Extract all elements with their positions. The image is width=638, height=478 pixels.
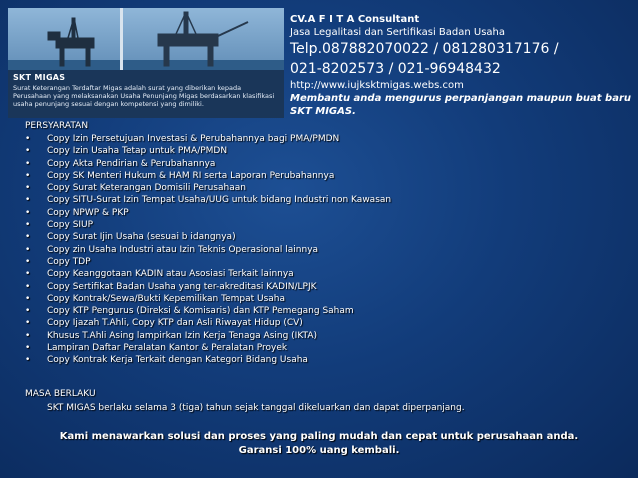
requirement-item [25,256,585,268]
requirements-title: PERSYARATAN [25,121,89,131]
requirement-item [25,145,585,157]
requirement-item [25,293,585,305]
requirement-text: Copy KTP Pengurus (Direksi & Komisaris) dan KTP Pemegang Saham [47,306,354,317]
offer-line-1: Kami menawarkan solusi dan proses yang paling mudah dan cepat untuk perusahaan anda. [59,431,579,442]
validity-title: MASA BERLAKU [25,389,96,399]
contact-header [290,14,635,118]
offer-section [0,430,638,458]
bullet-icon: • [25,232,31,243]
requirement-item [25,268,585,280]
requirement-item [25,207,585,219]
requirements-section [25,121,585,367]
requirement-text: Copy Ijazah T.Ahli, Copy KTP dan Asli Riwayat Hidup (CV) [47,318,303,329]
bullet-icon: • [25,195,31,206]
bullet-icon: • [25,244,31,255]
bullet-icon: • [25,146,31,157]
requirement-text: Khusus T.Ahli Asing lampirkan Izin Kerja Tenaga Asing (IKTA) [47,330,318,341]
requirement-text: Copy Izin Usaha Tetap untuk PMA/PMDN [47,146,228,157]
requirement-text: Copy Surat Keterangan Domisili Perusahaan [47,183,246,194]
validity-section [25,389,615,413]
requirement-text: Copy Surat Ijin Usaha (sesuai b idangnya) [47,232,236,243]
requirement-text: Copy Kontrak Kerja Terkait dengan Kategori Bidang Usaha [47,355,308,366]
requirement-item [25,158,585,170]
requirement-item [25,133,585,145]
company-name: CV.A F I T A Consultant [290,14,420,25]
phone-line-1: Telp.087882070022 / 081280317176 / [290,41,559,57]
banner-title: SKT MIGAS [13,73,66,82]
company-tagline: Jasa Legalitasi dan Sertifikasi Badan Usaha [290,27,506,38]
requirement-item [25,194,585,206]
bullet-icon: • [25,158,31,169]
requirement-item [25,305,585,317]
requirement-text: Copy Sertifikat Badan Usaha yang ter-akreditasi KADIN/LPJK [47,281,317,292]
requirements-list [25,133,585,367]
bullet-icon: • [25,318,31,329]
bullet-icon: • [25,355,31,366]
bullet-icon: • [25,293,31,304]
slogan: Membantu anda mengurus perpanjangan maupun buat baru SKT MIGAS. [290,93,632,117]
bullet-icon: • [25,134,31,144]
requirement-text: Copy Kontrak/Sewa/Bukti Kepemilikan Tempat Usaha [47,293,286,304]
requirement-item [25,231,585,243]
validity-text: SKT MIGAS berlaku selama 3 (tiga) tahun sejak tanggal dikeluarkan dan dapat diperpanjang. [47,403,465,413]
requirement-text: Lampiran Daftar Peralatan Kantor & Peralatan Proyek [47,343,288,354]
website-link[interactable]: http://www.iujksktmigas.webs.com [290,80,464,91]
bullet-icon: • [25,281,31,292]
requirement-text: Copy SIUP [47,220,94,231]
banner-caption [8,70,284,118]
requirement-text: Copy zin Usaha Industri atau Izin Teknis Operasional lainnya [47,244,319,255]
requirement-text: Copy SK Menteri Hukum & HAM RI serta Laporan Perubahannya [47,170,335,181]
bullet-icon: • [25,207,31,218]
offer-line-2: Garansi 100% uang kembali. [238,445,400,456]
requirement-text: Copy Keanggotaan KADIN atau Asosiasi Terkait lainnya [47,269,294,280]
requirement-text: Copy Izin Persetujuan Investasi & Perubahannya bagi PMA/PMDN [47,134,340,144]
requirement-text: Copy NPWP & PKP [47,207,129,218]
requirement-item [25,342,585,354]
phone-line-2: 021-8202573 / 021-96948432 [290,61,501,77]
bullet-icon: • [25,343,31,354]
requirement-item [25,170,585,182]
requirement-item [25,317,585,329]
bullet-icon: • [25,183,31,194]
bullet-icon: • [25,306,31,317]
banner-description: Surat Keterangan Terdaftar Migas adalah surat yang diberikan kepada Perusahaan yang melaksanakan Usaha Penunjang Migas berdasarkan klasifikasi usaha penunjang sesuai dengan kompetensi yang dimiliki. [13,84,275,108]
requirement-text: Copy SITU-Surat Izin Tempat Usaha/UUG untuk bidang Industri non Kawasan [47,195,392,206]
requirement-item [25,244,585,256]
bullet-icon: • [25,330,31,341]
requirement-item [25,330,585,342]
requirement-item [25,182,585,194]
bullet-icon: • [25,220,31,231]
requirement-item [25,281,585,293]
requirement-item [25,354,585,366]
requirement-item [25,219,585,231]
requirement-text: Copy TDP [47,256,91,267]
banner-image [8,8,284,118]
requirement-text: Copy Akta Pendirian & Perubahannya [47,158,216,169]
bullet-icon: • [25,269,31,280]
bullet-icon: • [25,170,31,181]
bullet-icon: • [25,256,31,267]
